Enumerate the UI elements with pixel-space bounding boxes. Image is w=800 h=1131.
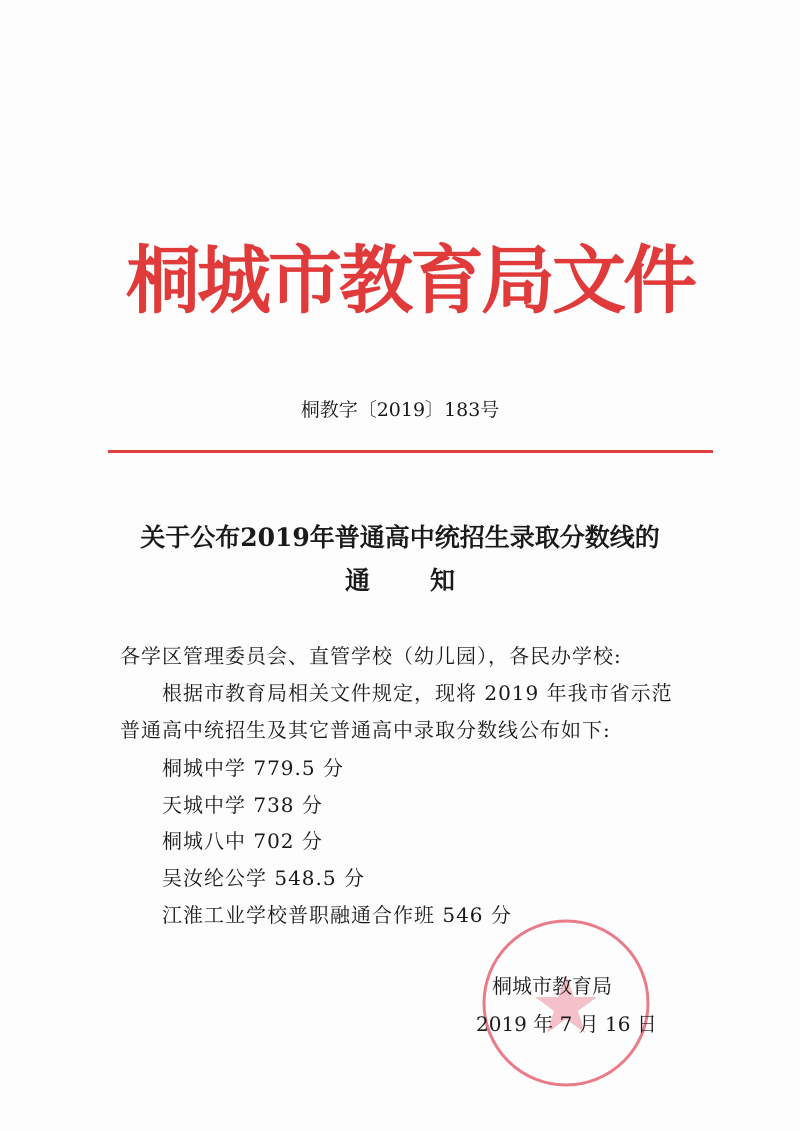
- score-item: 桐城八中 702 分: [162, 829, 323, 853]
- issue-date: 2019 年 7 月 16 日: [476, 1012, 657, 1036]
- body-paragraph-line: 普通高中统招生及其它普通高中录取分数线公布如下:: [120, 718, 611, 742]
- score-item: 江淮工业学校普职融通合作班 546 分: [162, 903, 512, 927]
- red-divider: [108, 450, 713, 453]
- body-paragraph-line: 根据市教育局相关文件规定，现将 2019 年我市省示范: [162, 681, 673, 705]
- score-item: 吴汝纶公学 548.5 分: [162, 866, 365, 890]
- score-item: 桐城中学 779.5 分: [162, 756, 344, 780]
- document-title: 桐城市教育局文件: [126, 238, 694, 324]
- issuer-signature: 桐城市教育局: [492, 974, 612, 998]
- document-number: 桐教字〔2019〕183号: [300, 399, 500, 421]
- addressee: 各学区管理委员会、直管学校（幼儿园），各民办学校:: [120, 644, 622, 668]
- official-seal: [480, 917, 652, 1089]
- score-item: 天城中学 738 分: [162, 793, 323, 817]
- notice-heading: 关于公布2019年普通高中统招生录取分数线的: [140, 523, 660, 552]
- notice-heading-2: 通知: [344, 566, 515, 595]
